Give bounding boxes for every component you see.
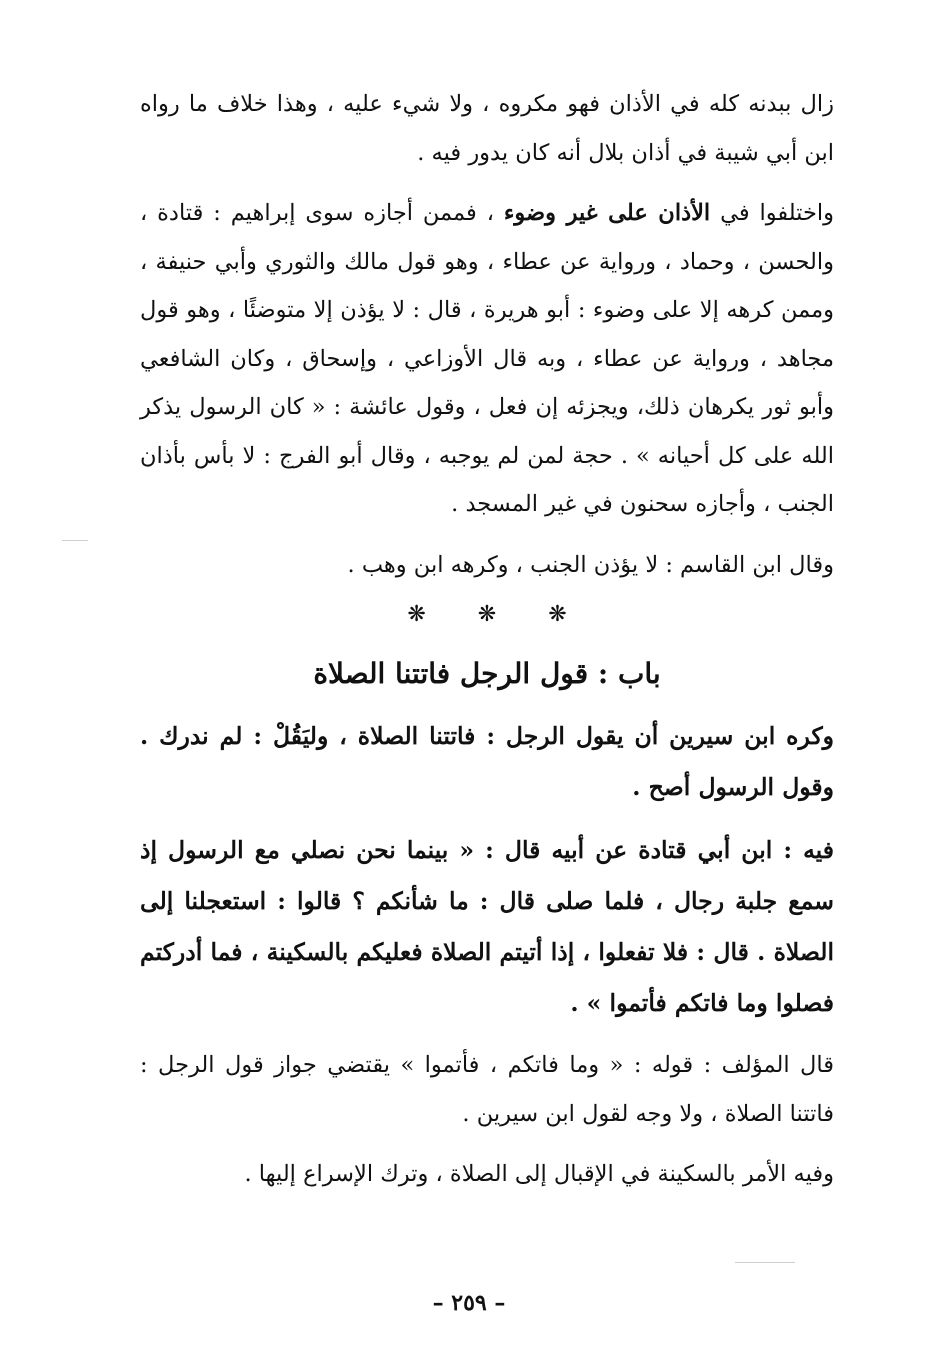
paragraph-5-hadith: فيه : ابن أبي قتادة عن أبيه قال : « بينما نحن نصلي مع الرسول إذ سمع جلبة رجال ، فلما صلى قال : ما شأنكم ؟ قالوا : استعجلنا إلى الصلاة . قال : فلا تفعلوا ، إذا أتيتم الصلاة فعليكم بالسكينة ، فما أدركتم فصلوا وما فاتكم فأتموا » . bbox=[140, 836, 834, 1017]
paragraph-7: وفيه الأمر بالسكينة في الإقبال إلى الصلاة ، وترك الإسراع إليها . bbox=[244, 1161, 834, 1187]
paragraph-2-lead: واختلفوا في bbox=[710, 200, 834, 226]
paragraph-2-bold-term: الأذان على غير وضوء bbox=[503, 200, 711, 226]
scan-mark bbox=[735, 1262, 795, 1263]
star-ornament: ❋ bbox=[407, 602, 426, 627]
section-separator bbox=[140, 593, 834, 637]
page-body bbox=[140, 80, 834, 1199]
star-ornament: ❋ bbox=[548, 602, 567, 627]
chapter-heading: باب : قول الرجل فاتتنا الصلاة bbox=[313, 657, 661, 690]
paragraph-2 bbox=[140, 189, 834, 529]
paragraph-4: وكره ابن سيرين أن يقول الرجل : فاتتنا الصلاة ، وليَقُلْ : لم ندرك . وقول الرسول أصح . bbox=[140, 722, 834, 801]
paragraph-3: وقال ابن القاسم : لا يؤذن الجنب ، وكرهه ابن وهب . bbox=[347, 551, 834, 578]
paragraph-1: زال ببدنه كله في الأذان فهو مكروه ، ولا شيء عليه ، وهذا خلاف ما رواه ابن أبي شيبة في أذان بلال أنه كان يدور فيه . bbox=[140, 91, 834, 166]
star-ornament: ❋ bbox=[477, 602, 497, 627]
paragraph-6: قال المؤلف : قوله : « وما فاتكم ، فأتموا » يقتضي جواز قول الرجل : فاتتنا الصلاة ، ولا وجه لقول ابن سيرين . bbox=[140, 1052, 834, 1127]
paragraph-2-rest: ، فممن أجازه سوى إبراهيم : قتادة ، والحسن ، وحماد ، ورواية عن عطاء ، وهو قول مالك والثوري وأبي حنيفة ، وممن كرهه إلا على وضوء : أبو هريرة ، قال : لا يؤذن إلا متوضئًا ، وهو قول مجاهد ، ورواية عن عطاء ، وبه قال الأوزاعي ، وإسحاق ، وكان الشافعي وأبو ثور يكرهان ذلك، ويجزئه إن فعل ، وقول عائشة : « كان الرسول يذكر الله على كل أحيانه » . حجة لمن لم يوجبه ، وقال أبو الفرج : لا بأس بأذان الجنب ، وأجازه سحنون في غير المسجد . bbox=[140, 200, 834, 517]
scan-mark bbox=[62, 540, 88, 541]
page-number: – ٢٥٩ – bbox=[432, 1290, 506, 1316]
